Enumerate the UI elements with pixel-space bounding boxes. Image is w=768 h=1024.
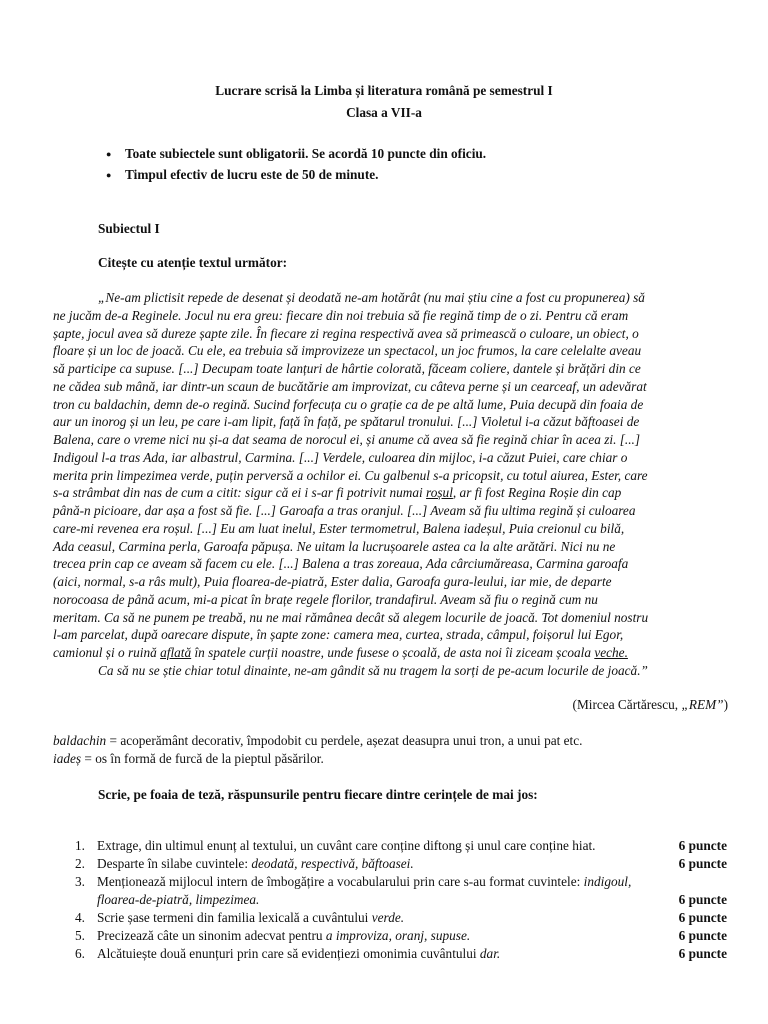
text-line: Indigoul l-a tras Ada, iar albastrul, Carmina. [...] Verdele, culoarea din mijloc, i-a căzut Puiei, care chiar o [53, 449, 628, 465]
text-line: Balena, care o vreme nici nu și-a dat seama de norocul ei, și anume că avea să fie regină chiar în acea zi. [...] [53, 432, 641, 447]
text-line: aur un inorog și un leu, pe care i-am lipit, față în față, pe spătarul tronului. [...] Violetul i-a căzut băftoasei de [53, 414, 640, 430]
glossary-term: iadeș [53, 751, 82, 766]
task-text: Desparte în silabe cuvintele: [97, 856, 252, 871]
task-points: 6 puncte [678, 910, 727, 925]
task-text: Precizează câte un sinonim adecvat pentru [97, 928, 326, 943]
text-line: l-am parcelat, după oarecare dispute, în șapte zone: camera mea, curtea, strada, câmpul, foișorul lui Egor, [53, 627, 624, 643]
task-item [75, 927, 727, 945]
text-fragment: , ar fi fost Regina Roșie din cap [452, 485, 622, 501]
task-number: 6. [75, 946, 85, 961]
task-item [75, 837, 727, 855]
task-italic: indigoul, [583, 874, 632, 889]
task-points: 6 puncte [678, 928, 727, 943]
task-italic: a improviza, oranj, supuse. [325, 928, 471, 943]
task-item [75, 945, 727, 963]
text-line: Ada ceasul, Carmina perla, Garoafa păpușa. Ne uitam la lucrușoarele astea ca la alte arătări. Nici nu ne [53, 538, 616, 554]
task-points: 6 puncte [678, 856, 727, 871]
text-line: să participe ca supuse. [...] Decupam toate lanțuri de hârtie colorată, făceam coliere, dantele și brățări din ce [53, 361, 641, 376]
page-title: Lucrare scrisă la Limba și literatura română pe semestrul I [215, 83, 553, 98]
text-line: până-n picioare, dar așa a fost să fie. [...] Garoafa a tras oranjul. [...] Aveam să fiu ultima regină și culoarea [53, 503, 636, 518]
rule-item: ● Toate subiectele sunt obligatorii. Se acordă 10 puncte din oficiu. [106, 146, 486, 167]
task-item [75, 873, 727, 909]
text-line: ne jucăm de-a Reginele. Jocul nu era greu: fiecare din noi trebuia să fie regină timp de o zi. Pentru că eram [53, 307, 629, 323]
glossary-definition: = os în formă de furcă de la pieptul păsărilor. [81, 751, 324, 766]
underlined-word-rosul: roșul [426, 485, 453, 501]
text-line: care-mi revenea era roșul. [...] Eu am luat inelul, Ester termometrul, Balena iadeșul, Puia creionul cu bilă, [53, 520, 625, 536]
text-fragment: camionul și o ruină [53, 645, 161, 660]
tasks-list [75, 837, 727, 963]
task-item [75, 909, 727, 927]
task-number: 2. [75, 856, 85, 871]
section-instruction: Citește cu atenție textul următor: [98, 255, 288, 270]
text-line: ne cădea sub mână, iar dintr-un scaun de bucătărie am improvizat, cu câteva perne și un cearceaf, un adevărat [53, 378, 647, 394]
literary-excerpt [53, 289, 729, 680]
task-text: Menționează mijlocul intern de îmbogățire a vocabularului prin care s-au format cuvintele: [97, 874, 584, 889]
task-text: Scrie șase termeni din familia lexicală a cuvântului [97, 910, 372, 925]
rules-list [106, 146, 486, 188]
text-line [53, 644, 729, 662]
underlined-word-aflata: aflată [160, 645, 192, 660]
text-line: merita prin limpezimea verde, puțin perversă a ochilor ei. Cu galbenul s-a pricopsit, cu totul aiurea, Ester, care [53, 467, 648, 483]
text-line: șapte, jocul avea să dureze șapte zile. În fiecare zi regina respectivă avea să primească o culoare, un obiect, o [53, 325, 639, 341]
text-fragment: în spatele curții noastre, unde fusese o școală, de asta noi îi ziceam școala [191, 645, 595, 660]
task-points: 6 puncte [678, 946, 727, 961]
text-line: trecea prin cap ce aveam să facem cu ele. [...] Balena a tras zoreaua, Ada cârciumăreasa, Carmina garoafa [53, 556, 629, 572]
source-citation [573, 697, 728, 713]
source-work: „REM” [681, 697, 724, 712]
text-line [53, 484, 729, 502]
task-number: 3. [75, 874, 85, 889]
task-points: 6 puncte [678, 838, 727, 853]
text-line: tron cu baldachin, demn de-o regină. Sucind forfecuța cu o grație ca de pe altă lume, Puia decupă din foaia de [53, 396, 644, 412]
source-author: (Mircea Cărtărescu, [572, 697, 682, 712]
glossary-entry [53, 750, 582, 768]
text-fragment: s-a strâmbat din nas de cum a citit: sigur că ei i s-ar fi potrivit numai [53, 485, 427, 501]
task-item [75, 855, 727, 873]
tasks-instruction: Scrie, pe foaia de teză, răspunsurile pentru fiecare dintre cerințele de mai jos: [98, 787, 538, 802]
glossary-entry [53, 732, 582, 750]
task-italic: verde. [371, 910, 405, 925]
text-line: floare și un loc de joacă. Cu ele, ea trebuia să improvizeze un spectacol, un joc frumos, la care celelalte aveau [53, 343, 642, 359]
glossary-definition: = acoperământ decorativ, împodobit cu perdele, așezat deasupra unui tron, a unui pat etc. [106, 733, 583, 748]
task-italic: dar. [479, 946, 501, 961]
task-number: 4. [75, 910, 85, 925]
text-line: „Ne-am plictisit repede de desenat și deodată ne-am hotărât (nu mai știu cine a fost cu propunerea) să [98, 290, 645, 305]
text-line: (aici, normal, s-a râs mult), Puia floarea-de-piatră, Ester dalia, Garoafa gura-leului, iar mie, de departe [53, 574, 612, 589]
class-subtitle: Clasa a VII-a [346, 105, 422, 120]
text-line: Ca să nu se știe chiar totul dinainte, ne-am gândit să nu tragem la sorți de pe-acum locurile de joacă.” [98, 662, 648, 678]
underlined-word-veche: veche. [594, 645, 628, 660]
task-text: Extrage, din ultimul enunț al textului, un cuvânt care conține diftong și unul care conține hiat. [97, 838, 596, 853]
task-number: 5. [75, 928, 85, 943]
task-points: 6 puncte [678, 892, 727, 907]
glossary [53, 732, 582, 768]
task-italic: floarea-de-piatră, limpezimea. [97, 892, 260, 907]
text-line: meritam. Ca să ne punem pe treabă, nu ne mai rămânea decât să alegem locurile de joacă. Tot domeniul nostru [53, 609, 649, 625]
section-title: Subiectul I [98, 221, 160, 236]
task-italic: deodată, respectivă, băftoasei. [251, 856, 414, 871]
glossary-term: baldachin [53, 733, 107, 748]
rule-item: ● Timpul efectiv de lucru este de 50 de minute. [106, 167, 486, 188]
text-line: norocoasa de până acum, mi-a picat în brațe regele florilor, trandafirul. Aveam să fiu o regină cum nu [53, 591, 598, 607]
task-number: 1. [75, 838, 85, 853]
source-close: ) [723, 697, 728, 712]
task-text: Alcătuiește două enunțuri prin care să evidențiezi omonimia cuvântului [97, 946, 480, 961]
